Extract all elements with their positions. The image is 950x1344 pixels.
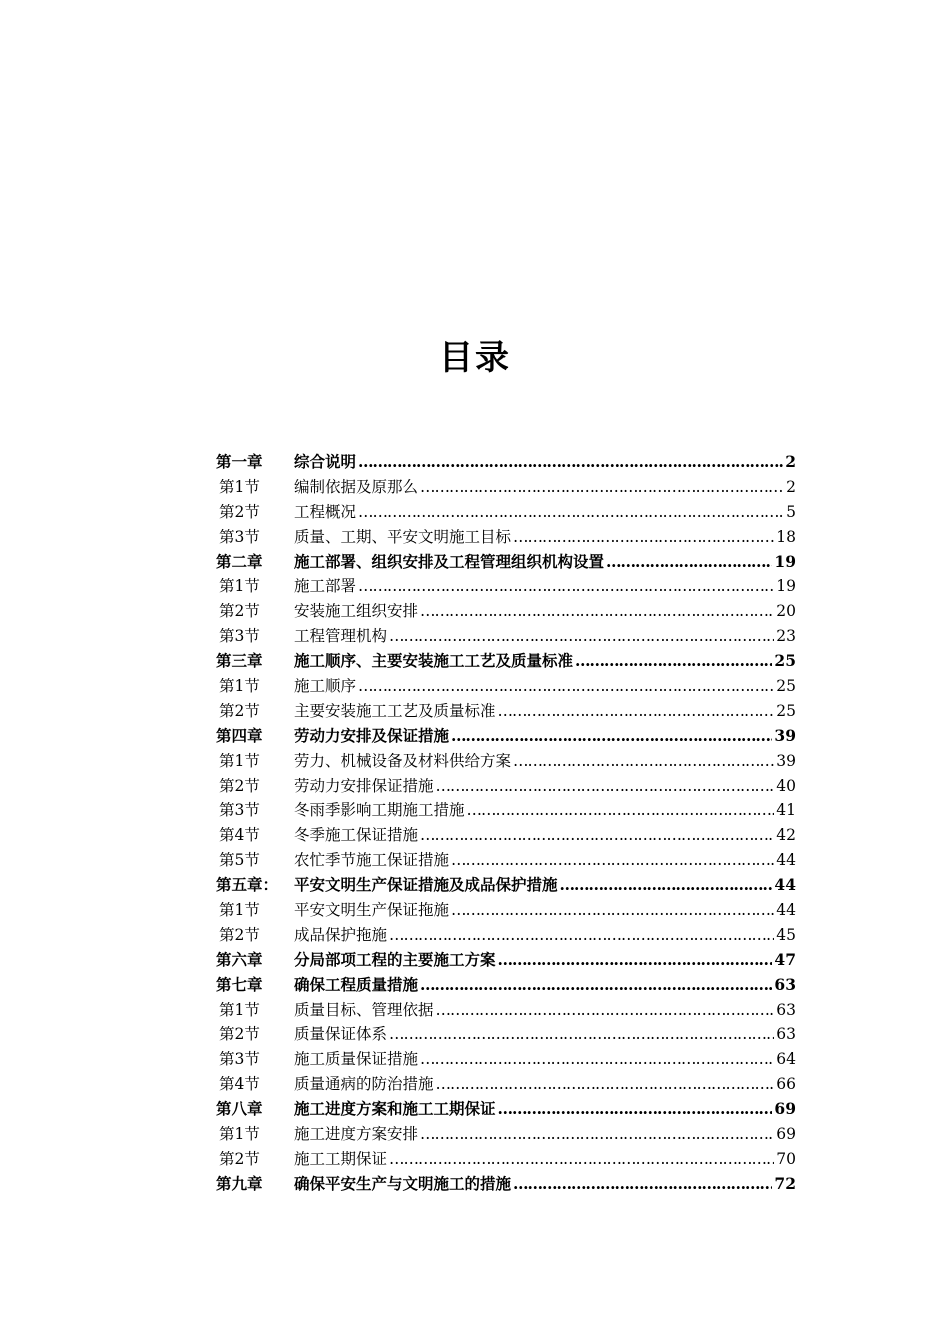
toc-dot-leader	[420, 475, 784, 500]
toc-entry-label: 第1节	[219, 577, 260, 596]
toc-section-entry[interactable]	[216, 998, 796, 1023]
toc-entry-label: 第1节	[219, 1000, 260, 1019]
toc-entry-page-number: 2	[785, 452, 796, 471]
toc-section-entry[interactable]	[216, 1147, 796, 1172]
toc-entry-title: 质量保证体系	[294, 1025, 388, 1044]
toc-dot-leader	[420, 599, 774, 624]
toc-entry-label: 第2节	[219, 701, 260, 720]
toc-entry-title: 劳动力安排及保证措施	[294, 725, 450, 745]
toc-entry-title: 冬雨季影响工期施工措施	[294, 801, 465, 820]
toc-chapter-entry[interactable]	[216, 1172, 796, 1197]
toc-entry-title: 劳动力安排保证措施	[294, 776, 434, 795]
toc-section-entry[interactable]	[216, 525, 796, 550]
toc-entry-title: 质量、工期、平安文明施工目标	[294, 527, 512, 546]
toc-entry-label: 第1节	[219, 1125, 260, 1144]
page-title: 目录	[439, 337, 511, 378]
toc-section-entry[interactable]	[216, 848, 796, 873]
toc-entry-label: 第2节	[219, 502, 260, 521]
toc-entry-page-number: 41	[776, 801, 796, 820]
toc-dot-leader	[389, 923, 774, 948]
toc-entry-label: 第2节	[219, 776, 260, 795]
toc-section-entry[interactable]	[216, 674, 796, 699]
toc-entry-label: 第2节	[219, 602, 260, 621]
toc-dot-leader	[606, 550, 772, 575]
toc-entry-label: 第1节	[219, 751, 260, 770]
toc-entry-title: 施工部署、组织安排及工程管理组织机构设置	[294, 551, 605, 571]
toc-section-entry[interactable]	[216, 1072, 796, 1097]
toc-dot-leader	[436, 998, 775, 1023]
toc-entry-page-number: 70	[776, 1149, 796, 1168]
toc-entry-title: 施工部署	[294, 577, 357, 596]
toc-entry-label: 第1节	[219, 677, 260, 696]
toc-dot-leader	[513, 525, 774, 550]
toc-entry-label: 第3节	[219, 1050, 260, 1069]
toc-entry-page-number: 63	[776, 1000, 796, 1019]
toc-entry-label: 第1节	[219, 901, 260, 920]
toc-entry-label: 第五章：	[216, 875, 279, 895]
toc-entry-title: 分局部项工程的主要施工方案	[294, 949, 496, 969]
toc-entry-label: 第3节	[219, 627, 260, 646]
toc-dot-leader	[420, 823, 774, 848]
toc-section-entry[interactable]	[216, 798, 796, 823]
toc-entry-page-number: 20	[776, 602, 796, 621]
toc-chapter-entry[interactable]	[216, 724, 796, 749]
toc-dot-leader	[467, 798, 775, 823]
toc-entry-title: 冬季施工保证措施	[294, 826, 419, 845]
toc-entry-title: 综合说明	[294, 452, 357, 471]
toc-entry-title: 施工顺序、主要安装施工工艺及质量标准	[294, 651, 574, 671]
toc-entry-page-number: 23	[776, 627, 796, 646]
toc-entry-title: 质量目标、管理依据	[294, 1000, 434, 1019]
toc-entry-page-number: 19	[776, 577, 796, 596]
toc-entry-page-number: 19	[774, 551, 796, 571]
toc-entry-page-number: 66	[776, 1075, 796, 1094]
toc-dot-leader	[436, 774, 775, 799]
toc-dot-leader	[389, 624, 774, 649]
toc-entry-page-number: 44	[776, 851, 796, 870]
toc-entry-title: 施工顺序	[294, 677, 357, 696]
toc-entry-label: 第5节	[219, 851, 260, 870]
toc-entry-title: 工程管理机构	[294, 627, 388, 646]
toc-section-entry[interactable]	[216, 898, 796, 923]
toc-dot-leader	[513, 1172, 772, 1197]
toc-chapter-entry[interactable]	[216, 550, 796, 575]
toc-section-entry[interactable]	[216, 923, 796, 948]
toc-section-entry[interactable]	[216, 500, 796, 525]
toc-dot-leader	[420, 973, 772, 998]
toc-entry-page-number: 42	[776, 826, 796, 845]
toc-dot-leader	[436, 1072, 775, 1097]
toc-entry-page-number: 64	[776, 1050, 796, 1069]
table-of-contents	[216, 450, 796, 1197]
toc-entry-title: 确保工程质量措施	[294, 974, 419, 994]
toc-entry-title: 平安文明生产保证措施及成品保护措施	[294, 875, 558, 895]
toc-chapter-entry[interactable]	[216, 1097, 796, 1122]
toc-entry-page-number: 47	[774, 949, 796, 969]
toc-entry-title: 主要安装施工工艺及质量标准	[294, 701, 496, 720]
toc-dot-leader	[358, 574, 774, 599]
toc-entry-label: 第1节	[219, 477, 260, 496]
toc-entry-page-number: 40	[776, 776, 796, 795]
toc-dot-leader	[513, 749, 774, 774]
toc-entry-title: 确保平安生产与文明施工的措施	[294, 1173, 512, 1193]
toc-entry-title: 安装施工组织安排	[294, 602, 419, 621]
toc-dot-leader	[420, 1122, 774, 1147]
toc-entry-page-number: 63	[774, 974, 796, 994]
toc-chapter-entry[interactable]	[216, 873, 796, 898]
toc-section-entry[interactable]	[216, 1047, 796, 1072]
toc-entry-page-number: 39	[774, 725, 796, 745]
toc-entry-label: 第九章	[216, 1173, 263, 1193]
toc-entry-title: 平安文明生产保证拖施	[294, 901, 450, 920]
toc-entry-label: 第2节	[219, 1149, 260, 1168]
toc-entry-page-number: 18	[776, 527, 796, 546]
toc-entry-page-number: 2	[786, 477, 796, 496]
toc-entry-title: 成品保护拖施	[294, 925, 388, 944]
toc-section-entry[interactable]	[216, 1022, 796, 1047]
toc-entry-label: 第三章	[216, 651, 263, 671]
toc-chapter-entry[interactable]	[216, 649, 796, 674]
toc-entry-title: 施工质量保证措施	[294, 1050, 419, 1069]
toc-section-entry[interactable]	[216, 599, 796, 624]
toc-entry-title: 施工进度方案安排	[294, 1125, 419, 1144]
toc-entry-title: 编制依据及原那么	[294, 477, 419, 496]
toc-dot-leader	[358, 674, 774, 699]
toc-entry-page-number: 5	[786, 502, 796, 521]
toc-entry-title: 施工工期保证	[294, 1149, 388, 1168]
toc-entry-label: 第一章	[216, 452, 263, 471]
toc-entry-page-number: 69	[774, 1099, 796, 1119]
toc-dot-leader	[358, 450, 783, 475]
toc-entry-title: 劳力、机械设备及材料供给方案	[294, 751, 512, 770]
toc-chapter-entry[interactable]	[216, 973, 796, 998]
toc-entry-page-number: 25	[776, 701, 796, 720]
toc-entry-label: 第四章	[216, 725, 263, 745]
toc-chapter-entry[interactable]	[216, 450, 796, 475]
toc-dot-leader	[389, 1022, 774, 1047]
toc-entry-label: 第3节	[219, 527, 260, 546]
toc-entry-page-number: 25	[774, 651, 796, 671]
toc-dot-leader	[451, 848, 774, 873]
toc-section-entry[interactable]	[216, 1122, 796, 1147]
toc-entry-label: 第4节	[219, 826, 260, 845]
toc-entry-label: 第2节	[219, 1025, 260, 1044]
toc-dot-leader	[358, 500, 784, 525]
toc-dot-leader	[420, 1047, 774, 1072]
toc-entry-title: 农忙季节施工保证措施	[294, 851, 450, 870]
toc-dot-leader	[560, 873, 773, 898]
toc-dot-leader	[451, 898, 774, 923]
toc-entry-label: 第3节	[219, 801, 260, 820]
toc-entry-page-number: 69	[776, 1125, 796, 1144]
toc-entry-title: 质量通病的防治措施	[294, 1075, 434, 1094]
toc-entry-label: 第2节	[219, 925, 260, 944]
toc-entry-label: 第七章	[216, 974, 263, 994]
toc-section-entry[interactable]	[216, 624, 796, 649]
toc-dot-leader	[451, 724, 772, 749]
toc-chapter-entry[interactable]	[216, 948, 796, 973]
toc-section-entry[interactable]	[216, 774, 796, 799]
toc-entry-label: 第4节	[219, 1075, 260, 1094]
toc-entry-page-number: 44	[774, 875, 796, 895]
toc-section-entry[interactable]	[216, 823, 796, 848]
toc-dot-leader	[575, 649, 772, 674]
toc-section-entry[interactable]	[216, 475, 796, 500]
toc-entry-title: 施工进度方案和施工工期保证	[294, 1099, 496, 1119]
toc-dot-leader	[498, 699, 775, 724]
toc-section-entry[interactable]	[216, 749, 796, 774]
toc-entry-page-number: 44	[776, 901, 796, 920]
toc-dot-leader	[389, 1147, 774, 1172]
toc-entry-page-number: 63	[776, 1025, 796, 1044]
toc-dot-leader	[498, 1097, 773, 1122]
toc-section-entry[interactable]	[216, 699, 796, 724]
toc-entry-page-number: 45	[776, 925, 796, 944]
toc-section-entry[interactable]	[216, 574, 796, 599]
toc-entry-page-number: 25	[776, 677, 796, 696]
toc-dot-leader	[498, 948, 773, 973]
toc-entry-label: 第六章	[216, 949, 263, 969]
toc-entry-page-number: 39	[776, 751, 796, 770]
toc-entry-label: 第八章	[216, 1099, 263, 1119]
toc-entry-title: 工程概况	[294, 502, 357, 521]
toc-entry-label: 第二章	[216, 551, 263, 571]
toc-entry-page-number: 72	[774, 1173, 796, 1193]
